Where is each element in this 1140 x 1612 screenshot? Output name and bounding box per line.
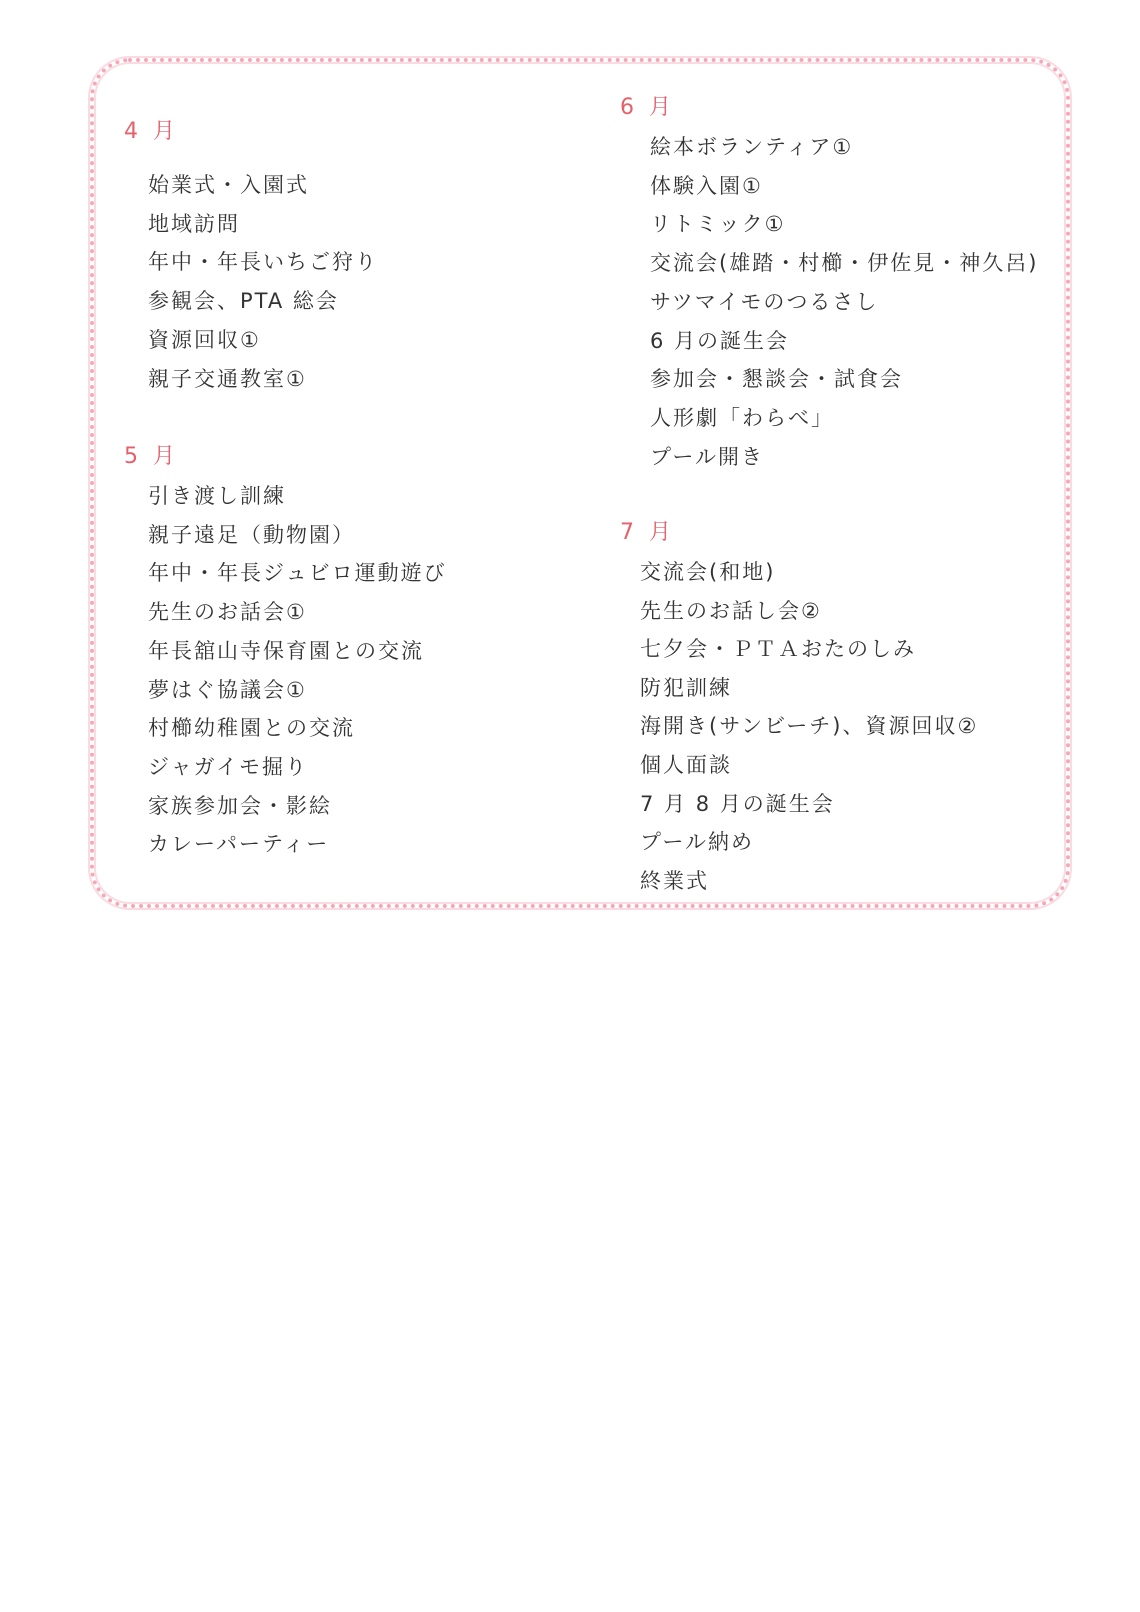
event-item: カレーパーティー	[148, 832, 330, 857]
event-item: 七夕会・ＰＴＡおたのしみ	[640, 637, 916, 662]
event-item: リトミック①	[650, 212, 786, 237]
event-item: 6 月の誕生会	[650, 328, 790, 353]
event-list-april	[148, 166, 378, 398]
event-item: 先生のお話会①	[148, 600, 307, 625]
event-item: サツマイモのつるさし	[650, 289, 879, 314]
event-item: 地域訪問	[148, 211, 240, 236]
event-item: プール開き	[650, 444, 764, 469]
event-item: 交流会(雄踏・村櫛・伊佐見・神久呂)	[650, 251, 1039, 276]
event-item: 防犯訓練	[640, 675, 732, 700]
event-item: プール納め	[640, 830, 754, 855]
event-item: 村櫛幼稚園との交流	[148, 716, 355, 741]
event-item: 体験入園①	[650, 173, 763, 198]
event-item: 個人面談	[640, 752, 732, 777]
event-item: 海開き(サンビーチ)、資源回収②	[640, 714, 979, 739]
event-item: 年中・年長いちご狩り	[148, 250, 378, 275]
event-item: 絵本ボランティア①	[650, 135, 854, 159]
month-heading-july: 7 月	[620, 520, 675, 545]
event-item: 始業式・入園式	[148, 173, 309, 197]
event-item: ジャガイモ掘り	[148, 754, 308, 779]
event-item: 先生のお話し会②	[640, 598, 822, 623]
event-item: 7 月 8 月の誕生会	[640, 791, 835, 816]
event-item: 年長舘山寺保育園との交流	[148, 638, 424, 663]
event-item: 交流会(和地)	[640, 560, 776, 584]
event-item: 親子交通教室①	[148, 366, 307, 391]
event-item: 資源回収①	[148, 327, 261, 352]
event-item: 年中・年長ジュビロ運動遊び	[148, 561, 447, 586]
month-heading-june: 6 月	[620, 95, 675, 120]
month-heading-may: 5 月	[124, 444, 179, 469]
event-item: 親子遠足（動物園）	[148, 522, 355, 547]
event-item: 参観会、PTA 総会	[148, 289, 339, 314]
month-heading-april: 4 月	[124, 119, 179, 144]
event-item: 夢はぐ協議会①	[148, 677, 307, 702]
event-list-june	[650, 128, 1038, 476]
event-list-may	[148, 477, 447, 864]
event-item: 終業式	[640, 868, 709, 893]
event-item: 人形劇「わらべ」	[650, 405, 834, 430]
event-item: 家族参加会・影絵	[148, 793, 332, 818]
event-list-july	[640, 553, 978, 900]
event-item: 参加会・懇談会・試食会	[650, 367, 903, 392]
event-item: 引き渡し訓練	[148, 484, 286, 508]
